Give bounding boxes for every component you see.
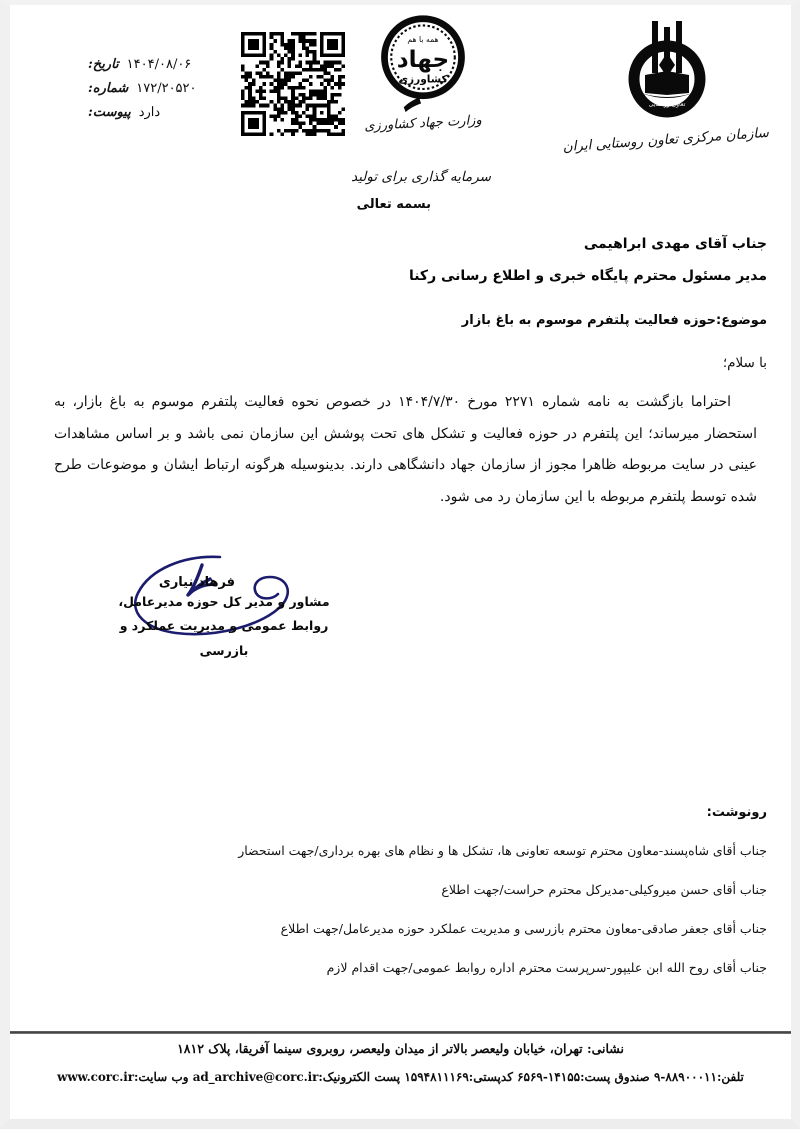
website-value[interactable]: www.corc.ir	[57, 1070, 134, 1084]
footer-divider	[10, 1031, 791, 1034]
ministry-logo-caption: وزارت جهاد کشاورزی	[363, 112, 483, 135]
phone-value: ۸۸۹۰۰۰۱۱-۹	[653, 1070, 717, 1084]
svg-text:جهاد: جهاد	[396, 46, 450, 73]
meta-row-number	[88, 81, 238, 96]
cc-item: جناب أقای روح الله ابن علیپور-سرپرست محترم اداره روابط عمومی/جهت اقدام لازم	[326, 960, 767, 975]
svg-text:کشاورزی: کشاورزی	[398, 73, 448, 86]
body-paragraph: احتراما بازگشت به نامه شماره ۲۲۷۱ مورخ ۱۴۰۴/۷/۳۰ در خصوص نحوه فعالیت پلتفرم موسوم به باغ بازار، به استحضار میرساند؛ این پلتفرم در حوزه فعالیت و تشکل های تحت پوشش این سازمان نمی باشد و بر اساس مشاهدات عینی در سایت مربوطه ظاهرا مجوز از سازمان جهاد دانشگاهی دارند. بدینوسیله هرگونه ارتباط ایشان و موضوعات طرح شده توسط پلتفرم مربوطه با این سازمان رد می شود.	[54, 394, 757, 505]
signatory-title-line-3: بازرسی	[199, 642, 249, 658]
addressee-line-2: مدیر مسئول محترم پایگاه خبری و اطلاع رسانی رکنا	[408, 268, 767, 284]
subject-line: موضوع:حوزه فعالیت پلتفرم موسوم به باغ بازار	[461, 313, 767, 328]
cc-item: جناب أقای حسن میروکیلی-مدیرکل محترم حراست/جهت اطلاع	[441, 882, 767, 897]
postal-code-value: ۱۵۹۴۸۱۱۱۶۹	[404, 1070, 469, 1084]
email-value[interactable]: ad_archive@corc.ir	[192, 1070, 319, 1084]
date-value: ۱۴۰۴/۰۸/۰۶	[126, 57, 192, 72]
phone-label: تلفن:	[716, 1070, 744, 1084]
cc-list	[238, 843, 767, 999]
letterhead	[10, 5, 791, 235]
po-box-label: صندوق پست:	[580, 1070, 650, 1084]
cc-title: رونوشت:	[706, 805, 767, 820]
postal-code-label: کدپستی:	[468, 1070, 513, 1084]
meta-row-attachment	[88, 105, 238, 120]
svg-text:همه با هم: همه با هم	[407, 34, 439, 44]
ministry-logo	[362, 11, 484, 135]
attachment-value: دارد	[138, 105, 161, 120]
date-label: تاریخ:	[88, 57, 119, 72]
meta-row-date	[88, 57, 238, 72]
organization-logo	[562, 13, 770, 156]
footer-address: نشانی: تهران، خیابان ولیعصر بالاتر از میدان ولیعصر، روبروی سینما آفریقا، پلاک ۱۸۱۲	[177, 1041, 624, 1056]
signatory-title-line-1: مشاور و مدیر کل حوزه مدیرعامل،	[118, 594, 330, 609]
email-label: پست الکترونیک:	[318, 1070, 401, 1084]
cc-item: جناب أقای شاه‌پسند-معاون محترم توسعه تعاونی ها، تشکل ها و نظام های بهره برداری/جهت استحضار	[238, 843, 767, 858]
document-sheet	[10, 5, 791, 1119]
website-label: وب سایت:	[133, 1070, 189, 1084]
signatory-title-line-2: روابط عمومی و مدیریت عملکرد و	[119, 618, 329, 634]
letter-meta-block	[88, 57, 238, 129]
organization-logo-caption: سازمان مرکزی تعاون روستایی ایران	[562, 124, 770, 156]
cc-item: جناب أقای جعفر صادقی-معاون محترم بازرسی و مدیریت عملکرد حوزه مدیرعامل/جهت اطلاع	[280, 921, 767, 936]
corc-iran-logo-icon	[611, 13, 723, 131]
qr-code-icon	[240, 32, 346, 136]
slogan-text: سرمایه گذاری برای تولید	[351, 169, 491, 185]
number-label: شماره:	[88, 81, 129, 96]
po-box-value: ۱۴۱۵۵-۶۵۶۹	[517, 1070, 581, 1084]
svg-text:تعاون روستایی: تعاون روستایی	[648, 101, 685, 108]
greeting-text: با سلام؛	[722, 355, 767, 371]
footer-contact	[10, 1070, 791, 1084]
signatory-name: فرهاد نیاری	[158, 575, 236, 590]
basmala-text: بسمه تعالی	[356, 197, 431, 212]
signature-block	[114, 575, 334, 663]
attachment-label: پیوست:	[88, 105, 131, 120]
number-value: ۱۷۲/۲۰۵۲۰	[136, 81, 197, 96]
footer-block	[10, 1041, 791, 1098]
addressee-block	[409, 236, 767, 300]
jihad-keshavarzi-logo-icon	[364, 11, 482, 115]
addressee-line-1: جناب آقای مهدی ابراهیمی	[583, 236, 767, 252]
